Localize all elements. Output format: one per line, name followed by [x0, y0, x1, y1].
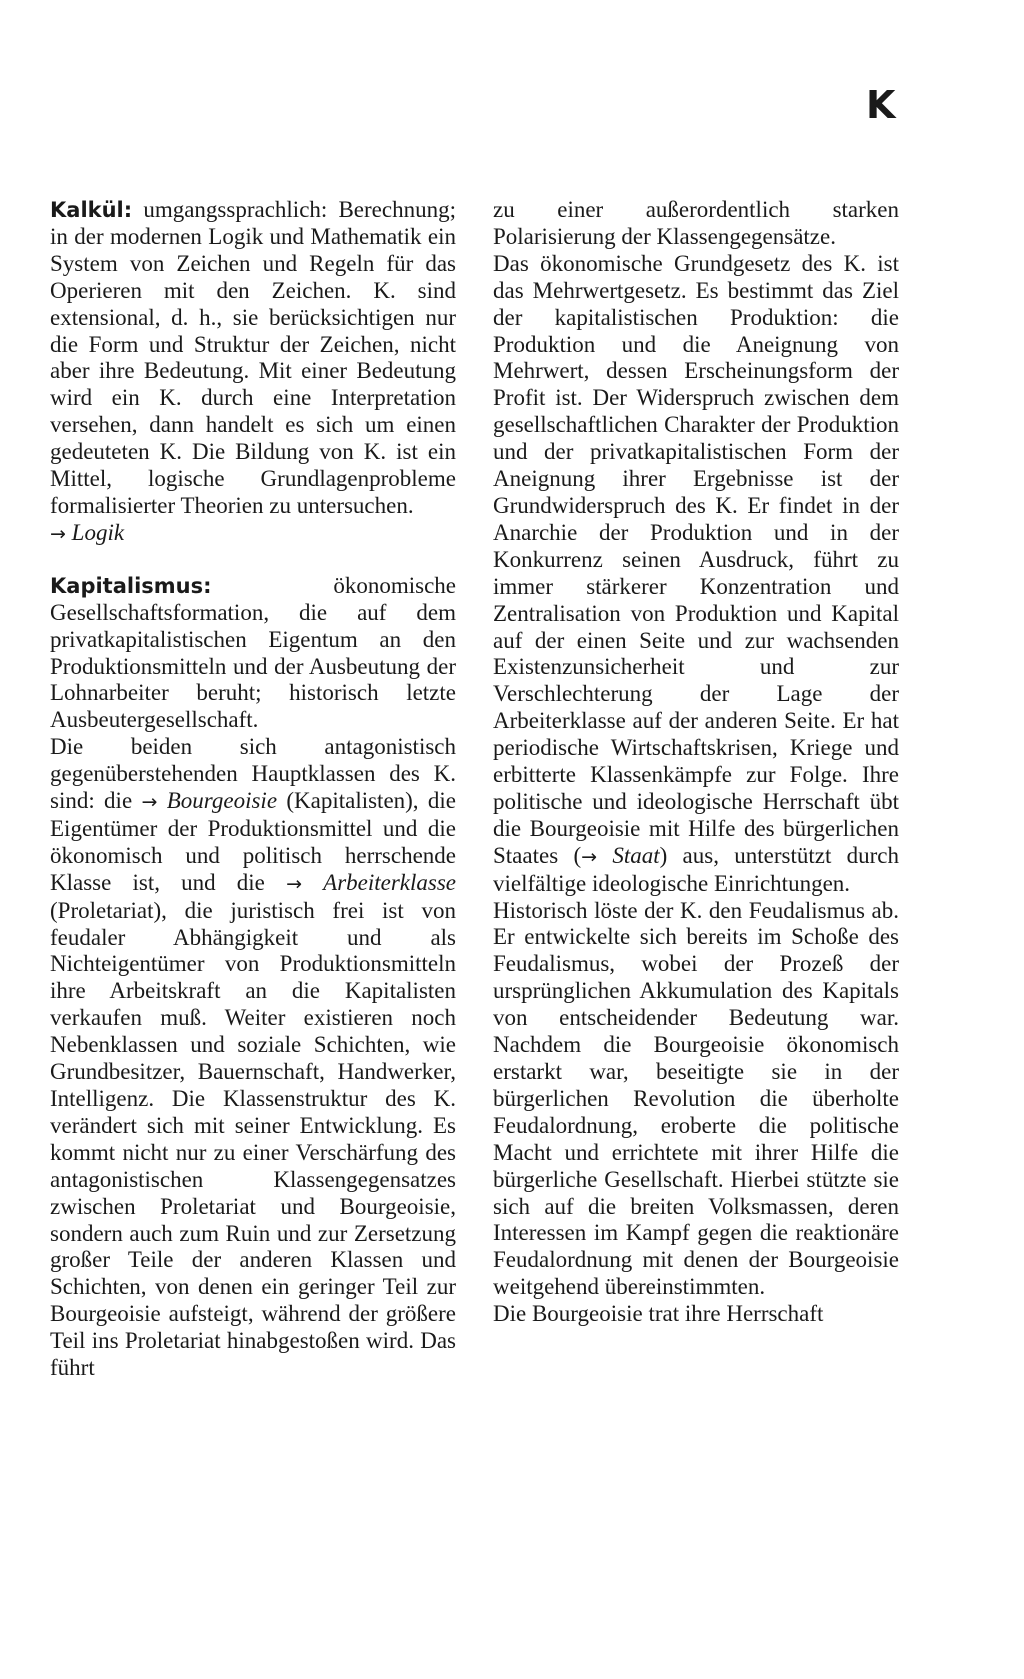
klassen-text-3: (Proletariat), die juristisch frei ist von feudaler Abhängigkeit und als Nichteigentümer von Produktionsmitteln ihre Arbeitskraft an die Kapitalisten verkaufen muß. Weiter existieren noch Nebenklassen und soziale Schichten, wie Grundbesitzer, Bauernschaft, Handwerker, Intelligenz. Die Klassenstruktur des K. verändert sich mit seiner Entwicklung. Es kommt nicht nur zu einer Verschärfung des antagonistischen Klassengegensatzes zwischen Proletariat und Bourgeoisie, sondern auch zum Ruin und zur Zersetzung großer Teile der anderen Klassen und Schichten, von denen ein geringer Teil zur Bourgeoisie aufsteigt, während der größere Teil ins Proletariat hinabgestoßen wird. Das führt: [50, 897, 456, 1381]
klassen-text-2: (Kapitalisten), die Eigentümer der Produktionsmittel und die ökonomisch und politisch herrschende Klasse ist, und die: [50, 788, 456, 895]
right-column: [493, 197, 899, 1328]
klassen-text-1: Die beiden sich antagonistisch gegenüberstehenden Hauptklassen des K. sind: die: [50, 734, 456, 814]
last-paragraph: Die Bourgeoisie trat ihre Herrschaft: [493, 1301, 824, 1327]
section-letter: K: [866, 83, 896, 127]
historisch-paragraph: Historisch löste der K. den Feudalismus ab. Er entwickelte sich bereits im Schoße des Feudalismus, wobei der Prozeß der ursprünglichen Akkumulation des Kapitals von entscheidender Bedeutung war. Nachdem die Bourgeoisie ökonomisch erstarkt war, beseitigte sie in der bürgerlichen Revolution die überholte Feudalordnung, eroberte die politische Macht und errichtete mit ihrer Hilfe die bürgerliche Gesellschaft. Hierbei stützte sie sich auf die breiten Volksmassen, deren Interessen im Kampf gegen die reaktionäre Feudalordnung mit denen der Bourgeoisie weitgehend übereinstimmten.: [493, 897, 899, 1300]
cross-reference-logik: Logik: [71, 519, 125, 545]
grundgesetz-paragraph: [493, 251, 899, 898]
arrow-icon: →: [581, 845, 598, 868]
entry-kalkuel: [50, 197, 456, 548]
entry-kalkuel-body: umgangssprachlich: Berechnung; in der modernen Logik und Mathematik ein System von Zeichen und Regeln für das Operieren mit den Zeichen. K. sind extensional, d. h., sie berücksichtigen nur die Form und Struktur der Zeichen, nicht aber ihre Bedeutung. Mit einer Bedeutung wird ein K. durch eine Interpretation versehen, dann handelt es sich um einen gedeuteten K. Die Bildung von K. ist ein Mittel, logische Grundlagenprobleme formalisierter Theorien zu untersuchen.: [50, 197, 456, 518]
headword-kapitalismus: Kapitalismus:: [50, 573, 212, 598]
grundgesetz-text-1: Das ökonomische Grundgesetz des K. ist das Mehrwertgesetz. Es bestimmt das Ziel der kapitalistischen Produktion: die Produktion und die Aneignung von Mehrwert, dessen Erscheinungsform der Profit ist. Der Widerspruch zwischen dem gesellschaftlichen Charakter der Produktion und der privatkapitalistischen Form der Aneignung ihrer Ergebnisse ist der Grundwiderspruch des K. Er findet in der Anarchie der Produktion und in der Konkurrenz seinen Ausdruck, führt zu immer stärkerer Konzentration und Zentralisation von Produktion und Kapital auf der einen Seite und zur wachsenden Existenzunsicherheit und zur Verschlechterung der Lage der Arbeiterklasse auf der anderen Seite. Er hat periodische Wirtschaftskrisen, Kriege und erbitterte Klassenkämpfe zur Folge. Ihre politische und ideologische Herrschaft übt die Bourgeoisie mit Hilfe des bürgerlichen Staates (: [493, 250, 899, 868]
continuation-paragraph: zu einer außerordentlich starken Polarisierung der Klassengegensätze.: [493, 197, 899, 249]
kapitalismus-definition-text: ökonomische Gesellschaftsformation, die auf dem privatkapitalistischen Eigentum an den Produktionsmitteln und der Ausbeutung der Lohnarbeiter beruht; historisch letzte Ausbeutergesellschaft.: [50, 572, 456, 733]
kapitalismus-definition: [50, 573, 456, 734]
arrow-icon: →: [141, 791, 158, 814]
entry-kapitalismus: [50, 573, 456, 1382]
arrow-icon: →: [50, 522, 66, 545]
arrow-icon: →: [286, 872, 302, 895]
grundgesetz-text-2: ) aus, unterstützt durch vielfältige ideologische Einrichtungen.: [493, 842, 900, 896]
kapitalismus-klassen-paragraph: [50, 734, 456, 1382]
headword-kalkuel: Kalkül:: [50, 198, 133, 222]
cross-reference-staat: Staat: [612, 842, 660, 868]
left-column: [50, 197, 456, 1382]
see-also-logik: [50, 520, 456, 548]
cross-reference-arbeiterklasse: Arbeiterklasse: [323, 869, 457, 895]
cross-reference-bourgeoisie: Bourgeoisie: [166, 788, 278, 814]
